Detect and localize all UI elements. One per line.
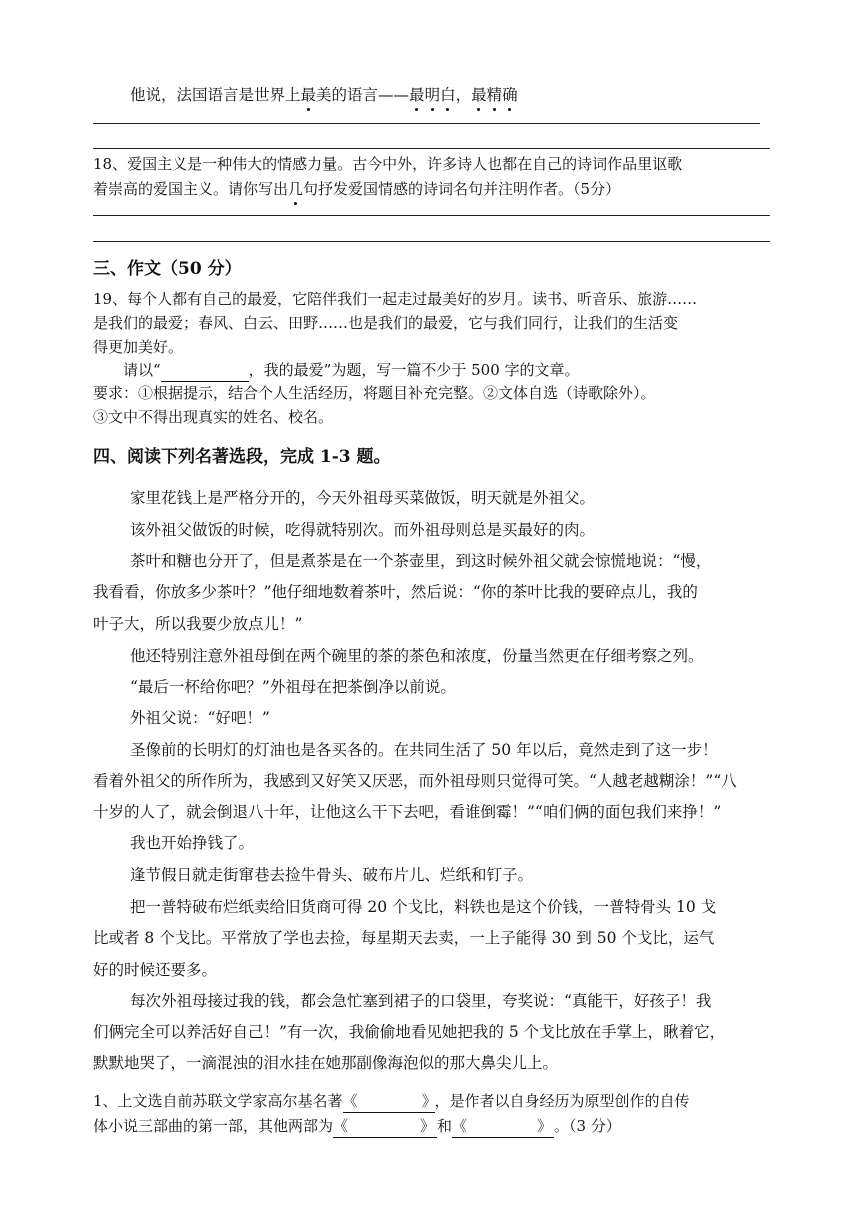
passage-line: 圣像前的长明灯的灯油也是各买各的。在共同生活了 50 年以后，竟然走到了这一步！ (130, 741, 718, 759)
text-span: ，我的最爱”为题，写一篇不少于 500 字的文章。 (248, 361, 580, 379)
book-title-blank[interactable] (333, 1115, 437, 1138)
passage-line: 他还特别注意外祖母倒在两个碗里的茶的茶色和浓度，份量当然更在仔细考察之列。 (130, 647, 704, 665)
text-span: 。（3 分） (554, 1117, 621, 1135)
passage-line: 外祖父说：“好吧！” (130, 709, 270, 727)
book-title-blank[interactable] (343, 1090, 435, 1113)
passage-line: 该外祖父做饭的时候，吃得就特别次。而外祖母则总是买最好的肉。 (130, 521, 596, 539)
passage-line: 们俩完全可以养活好自己！”有一次，我偷偷地看见她把我的 5 个戈比放在手掌上，瞅着它， (93, 1023, 726, 1041)
dotted-char: 确 (502, 86, 518, 104)
dotted-char: 最 (409, 86, 425, 104)
dotted-char: 精 (486, 86, 503, 104)
text-span: ， (455, 86, 472, 104)
passage-line: 茶叶和糖也分开了，但是煮茶是在一个茶壶里，到这时候外祖父就会惊慌地说：“慢， (130, 552, 712, 570)
text-span: 体小说三部曲的第一部，其他两部为 (93, 1117, 334, 1135)
dotted-char: 明 (424, 86, 441, 104)
text-span: 1、上文选自前苏联文学家高尔基名著 (93, 1092, 343, 1110)
passage-line: 我看看，你放多少茶叶？”他仔细地数着茶叶，然后说：“你的茶叶比我的要碎点儿，我的 (93, 583, 698, 601)
text-span: 句抒发爱国情感的诗词名句并注明作者。（5分） (303, 180, 621, 198)
text-span: 请以“ (123, 361, 161, 379)
book-bracket-open: 《 (333, 1117, 349, 1135)
q19-line1: 19、每个人都有自己的最爱，它陪伴我们一起走过最美好的岁月。读书、听音乐、旅游…… (93, 290, 698, 308)
passage-line: 逢节假日就走街窜巷去捡牛骨头、破布片儿、烂纸和钉子。 (130, 866, 534, 884)
section4-heading: 四、阅读下列名著选段，完成 1-3 题。 (93, 447, 391, 467)
q18-line2 (93, 178, 620, 200)
answer-line (93, 241, 770, 242)
answer-line (93, 123, 760, 124)
passage-line: 每次外祖母接过我的钱，都会急忙塞到裙子的口袋里，夸奖说：“真能干，好孩子！我 (130, 992, 712, 1010)
passage-line: 把一普特破布烂纸卖给旧货商可得 20 个戈比，料铁也是这个价钱，一普特骨头 10 戈 (130, 898, 717, 916)
q1-line1 (93, 1090, 690, 1113)
passage-line: 比或者 8 个戈比。平常放了学也去捡，每星期天去卖，一上子能得 30 到 50 个戈比，运气 (93, 929, 715, 947)
q19-requirements: 要求：①根据提示，结合个人生活经历，将题目补充完整。②文体自选（诗歌除外）。 (93, 384, 656, 402)
dotted-char: 白 (440, 86, 456, 104)
passage-line: “最后一杯给你吧？”外祖母在把茶倒净以前说。 (130, 678, 456, 696)
book-title-blank[interactable] (452, 1115, 554, 1138)
example-sentence (130, 84, 518, 106)
answer-line (93, 215, 770, 216)
text-span: 他说，法国语言是世界上 (130, 86, 301, 104)
dotted-char: 最 (471, 86, 487, 104)
dotted-char: 几 (288, 180, 304, 198)
dotted-char: 最 (300, 86, 317, 104)
book-bracket-close: 》 (421, 1092, 437, 1110)
text-span: 和 (437, 1117, 453, 1135)
book-bracket-open: 《 (342, 1092, 358, 1110)
passage-line: 家里花钱上是严格分开的，今天外祖母买菜做饭，明天就是外祖父。 (130, 489, 596, 507)
passage-line: 叶子大，所以我要少放点儿！” (93, 615, 303, 633)
passage-line: 好的时候还要多。 (93, 961, 218, 979)
passage-line: 看着外祖父的所作所为，我感到又好笑又厌恶，而外祖母则只觉得可笑。“人越老越糊涂！”“八 (93, 772, 737, 790)
q19-requirements-2: ③文中不得出现真实的姓名、校名。 (93, 408, 334, 426)
q18-line1: 18、爱国主义是一种伟大的情感力量。古今中外，许多诗人也都在自己的诗词作品里讴歌 (93, 155, 683, 173)
text-span: 着崇高的爱国主义。请你写出 (93, 180, 289, 198)
passage-line: 十岁的人了，就会倒退八十年，让他这么干下去吧，看谁倒霉！”“咱们俩的面包我们来挣！” (93, 803, 722, 821)
text-span: 美的语言—— (316, 86, 410, 104)
q19-line3: 得更加美好。 (93, 338, 184, 356)
text-span: ，是作者以自身经历为原型创作的自传 (434, 1092, 690, 1110)
book-bracket-close: 》 (420, 1117, 436, 1135)
q1-line2 (93, 1115, 621, 1138)
passage-line: 我也开始挣钱了。 (130, 834, 255, 852)
book-bracket-open: 《 (452, 1117, 468, 1135)
section3-heading: 三、作文（50 分） (93, 259, 242, 279)
passage-line: 默默地哭了，一滴混浊的泪水挂在她那副像海泡似的那大鼻尖儿上。 (93, 1054, 559, 1072)
answer-line (93, 148, 770, 149)
q19-line2: 是我们的最爱；春风、白云、田野……也是我们的最爱，它与我们同行，让我们的生活变 (93, 314, 679, 332)
q19-line4 (123, 359, 580, 382)
book-bracket-close: 》 (537, 1117, 553, 1135)
title-blank[interactable] (161, 359, 249, 382)
